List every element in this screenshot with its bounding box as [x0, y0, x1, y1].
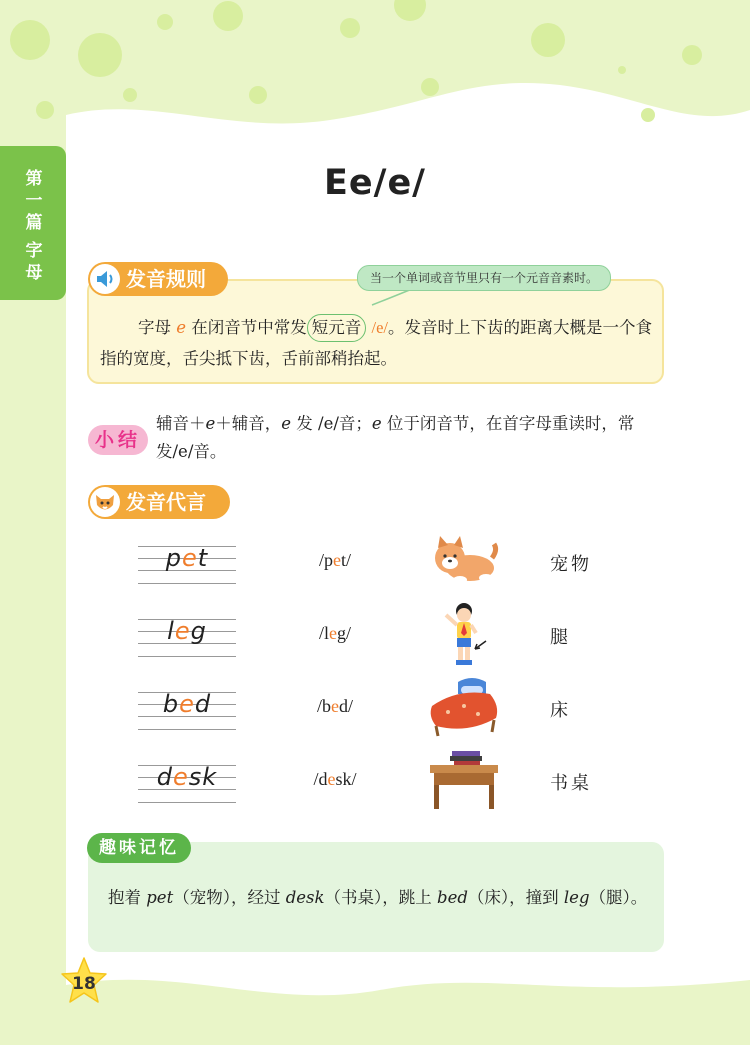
word-row: [0, 680, 750, 740]
word: desk: [156, 763, 218, 791]
dog-icon: [428, 530, 500, 594]
meaning: 宠物: [550, 554, 592, 575]
rule-heading-label: 发音规则: [126, 267, 206, 291]
boy-icon: [428, 603, 500, 667]
rule-text: 字母 e 在闭音节中常发 短元音 /e/。发音时上下齿的距离大概是一个食指的宽度，舌尖抵下齿，舌前部稍抬起。: [100, 312, 658, 374]
page-title: Ee/e/: [324, 163, 426, 203]
bed-icon: [428, 676, 500, 740]
fox-icon: [90, 487, 120, 517]
word: leg: [167, 617, 207, 645]
short-vowel-highlight: 短元音: [307, 314, 367, 342]
desk-icon: [428, 749, 500, 813]
phonetic: /bed/: [316, 696, 354, 716]
summary-badge: 小结: [88, 425, 148, 455]
words-heading: [88, 485, 230, 519]
memory-text: 抱着 pet（宠物），经过 desk（书桌），跳上 bed（床），撞到 leg（腿）。: [108, 888, 648, 907]
phonetic: /leg/: [318, 623, 352, 643]
word-row: [0, 534, 750, 594]
word: bed: [162, 690, 212, 718]
meaning: 书桌: [550, 773, 592, 794]
word-row: [0, 607, 750, 667]
meaning: 腿: [550, 627, 571, 648]
word: pet: [165, 544, 209, 572]
word-row: [0, 753, 750, 813]
rule-note: 当一个单词或音节里只有一个元音音素时。: [357, 265, 611, 291]
section-label: 第一篇: [25, 169, 43, 233]
meaning: 床: [550, 700, 571, 721]
summary-text: 辅音＋e＋辅音，e 发 /e/音；e 位于闭音节，在首字母重读时，常发/e/音。: [156, 414, 635, 461]
page-number: 18: [72, 974, 96, 994]
phonetic: /pet/: [318, 550, 352, 570]
words-heading-label: 发音代言: [126, 490, 206, 514]
chapter-label: 字母: [25, 241, 43, 283]
phonetic: /desk/: [313, 769, 357, 789]
memory-badge: 趣味记忆: [87, 833, 191, 863]
